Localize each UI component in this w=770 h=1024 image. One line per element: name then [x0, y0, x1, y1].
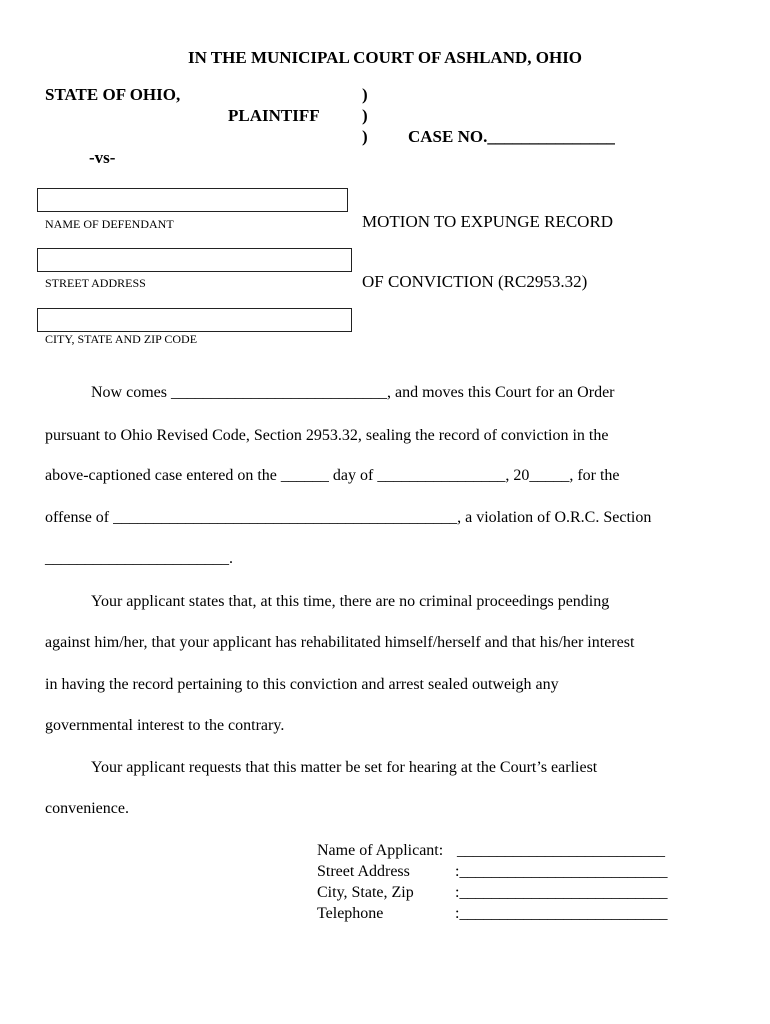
applicant-phone-label: Telephone	[317, 905, 384, 922]
city-state-zip-input[interactable]	[38, 309, 351, 331]
paragraph-1-line-3: above-captioned case entered on the ______ day of ________________, 20_____, for the	[45, 467, 620, 484]
street-address-input[interactable]	[38, 249, 351, 271]
city-state-zip-field[interactable]	[37, 308, 352, 332]
paragraph-1-line-4: offense of ___________________________________________, a violation of O.R.C. Section	[45, 509, 652, 526]
paragraph-2-line-1: Your applicant states that, at this time, there are no criminal proceedings pending	[91, 593, 610, 610]
street-address-field[interactable]	[37, 248, 352, 272]
paragraph-2-line-4: governmental interest to the contrary.	[45, 717, 285, 734]
caption-paren-2: )	[362, 106, 368, 125]
caption-paren-3: )	[362, 127, 368, 146]
defendant-name-label: NAME OF DEFENDANT	[45, 217, 174, 231]
versus-label: -vs-	[89, 148, 116, 167]
paragraph-3-line-1: Your applicant requests that this matter be set for hearing at the Court’s earliest	[91, 759, 598, 776]
applicant-city-label: City, State, Zip	[317, 884, 414, 901]
paragraph-1-line-5: _______________________.	[45, 550, 233, 567]
paragraph-2-line-2: against him/her, that your applicant has rehabilitated himself/herself and that his/her interest	[45, 634, 635, 651]
applicant-street-label: Street Address	[317, 863, 410, 880]
plaintiff-label: PLAINTIFF	[228, 106, 320, 125]
case-number: CASE NO._______________	[408, 127, 615, 146]
state-of-ohio: STATE OF OHIO,	[45, 85, 181, 104]
defendant-name-input[interactable]	[38, 189, 347, 211]
motion-title-line-1: MOTION TO EXPUNGE RECORD	[362, 212, 614, 231]
paragraph-1-line-1: Now comes ___________________________, and moves this Court for an Order	[91, 384, 615, 401]
applicant-phone-line: :__________________________	[455, 905, 668, 922]
defendant-name-field[interactable]	[37, 188, 348, 212]
court-title: IN THE MUNICIPAL COURT OF ASHLAND, OHIO	[187, 48, 583, 67]
motion-title-line-2: OF CONVICTION (RC2953.32)	[362, 272, 588, 291]
caption-paren-1: )	[362, 85, 368, 104]
city-state-zip-label: CITY, STATE AND ZIP CODE	[45, 332, 198, 346]
applicant-street-line: :__________________________	[455, 863, 668, 880]
street-address-label: STREET ADDRESS	[45, 276, 146, 290]
applicant-name-line: __________________________	[457, 842, 665, 859]
applicant-city-line: :__________________________	[455, 884, 668, 901]
paragraph-3-line-2: convenience.	[45, 800, 129, 817]
paragraph-1-line-2: pursuant to Ohio Revised Code, Section 2953.32, sealing the record of conviction in the	[45, 427, 609, 444]
applicant-name-label: Name of Applicant:	[317, 842, 444, 859]
paragraph-2-line-3: in having the record pertaining to this conviction and arrest sealed outweigh any	[45, 676, 559, 693]
